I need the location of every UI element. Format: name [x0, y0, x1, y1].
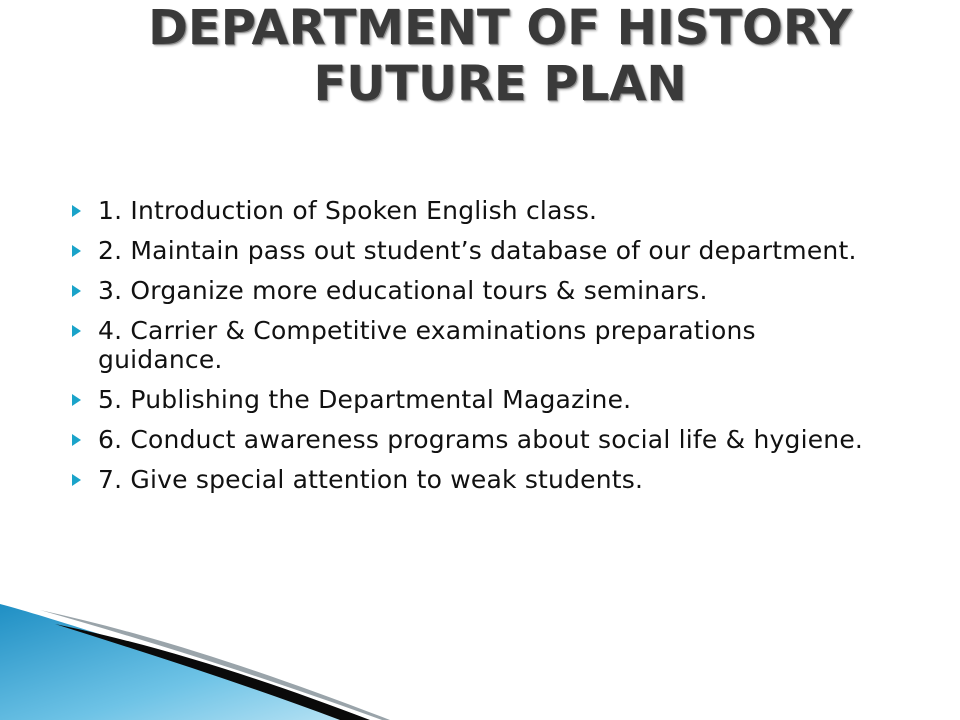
list-item	[72, 385, 872, 414]
bullet-list	[72, 196, 872, 505]
triangle-bullet-icon	[72, 394, 81, 406]
decorative-swoosh	[0, 590, 960, 720]
bullet-text: 1. Introduction of Spoken English class.	[98, 196, 598, 225]
list-item	[72, 425, 872, 454]
triangle-bullet-icon	[72, 285, 81, 297]
triangle-bullet-icon	[72, 434, 81, 446]
list-item	[72, 196, 872, 225]
list-item	[72, 465, 872, 494]
title-line-2: FUTURE PLAN	[313, 56, 687, 112]
triangle-bullet-icon	[72, 474, 81, 486]
list-item	[72, 236, 872, 265]
bullet-text: 3. Organize more educational tours & seminars.	[98, 276, 708, 305]
title-line-1: DEPARTMENT OF HISTORY	[148, 0, 852, 56]
bullet-text: 4. Carrier & Competitive examinations preparations guidance.	[98, 316, 756, 374]
bullet-text: 6. Conduct awareness programs about social life & hygiene.	[98, 425, 864, 454]
bullet-text: 7. Give special attention to weak students.	[98, 465, 644, 494]
triangle-bullet-icon	[72, 245, 81, 257]
bullet-text: 5. Publishing the Departmental Magazine.	[98, 385, 632, 414]
bullet-text: 2. Maintain pass out student’s database of our department.	[98, 236, 857, 265]
triangle-bullet-icon	[72, 205, 81, 217]
triangle-bullet-icon	[72, 325, 81, 337]
list-item	[72, 276, 872, 305]
slide-title	[100, 0, 900, 112]
list-item	[72, 316, 872, 374]
